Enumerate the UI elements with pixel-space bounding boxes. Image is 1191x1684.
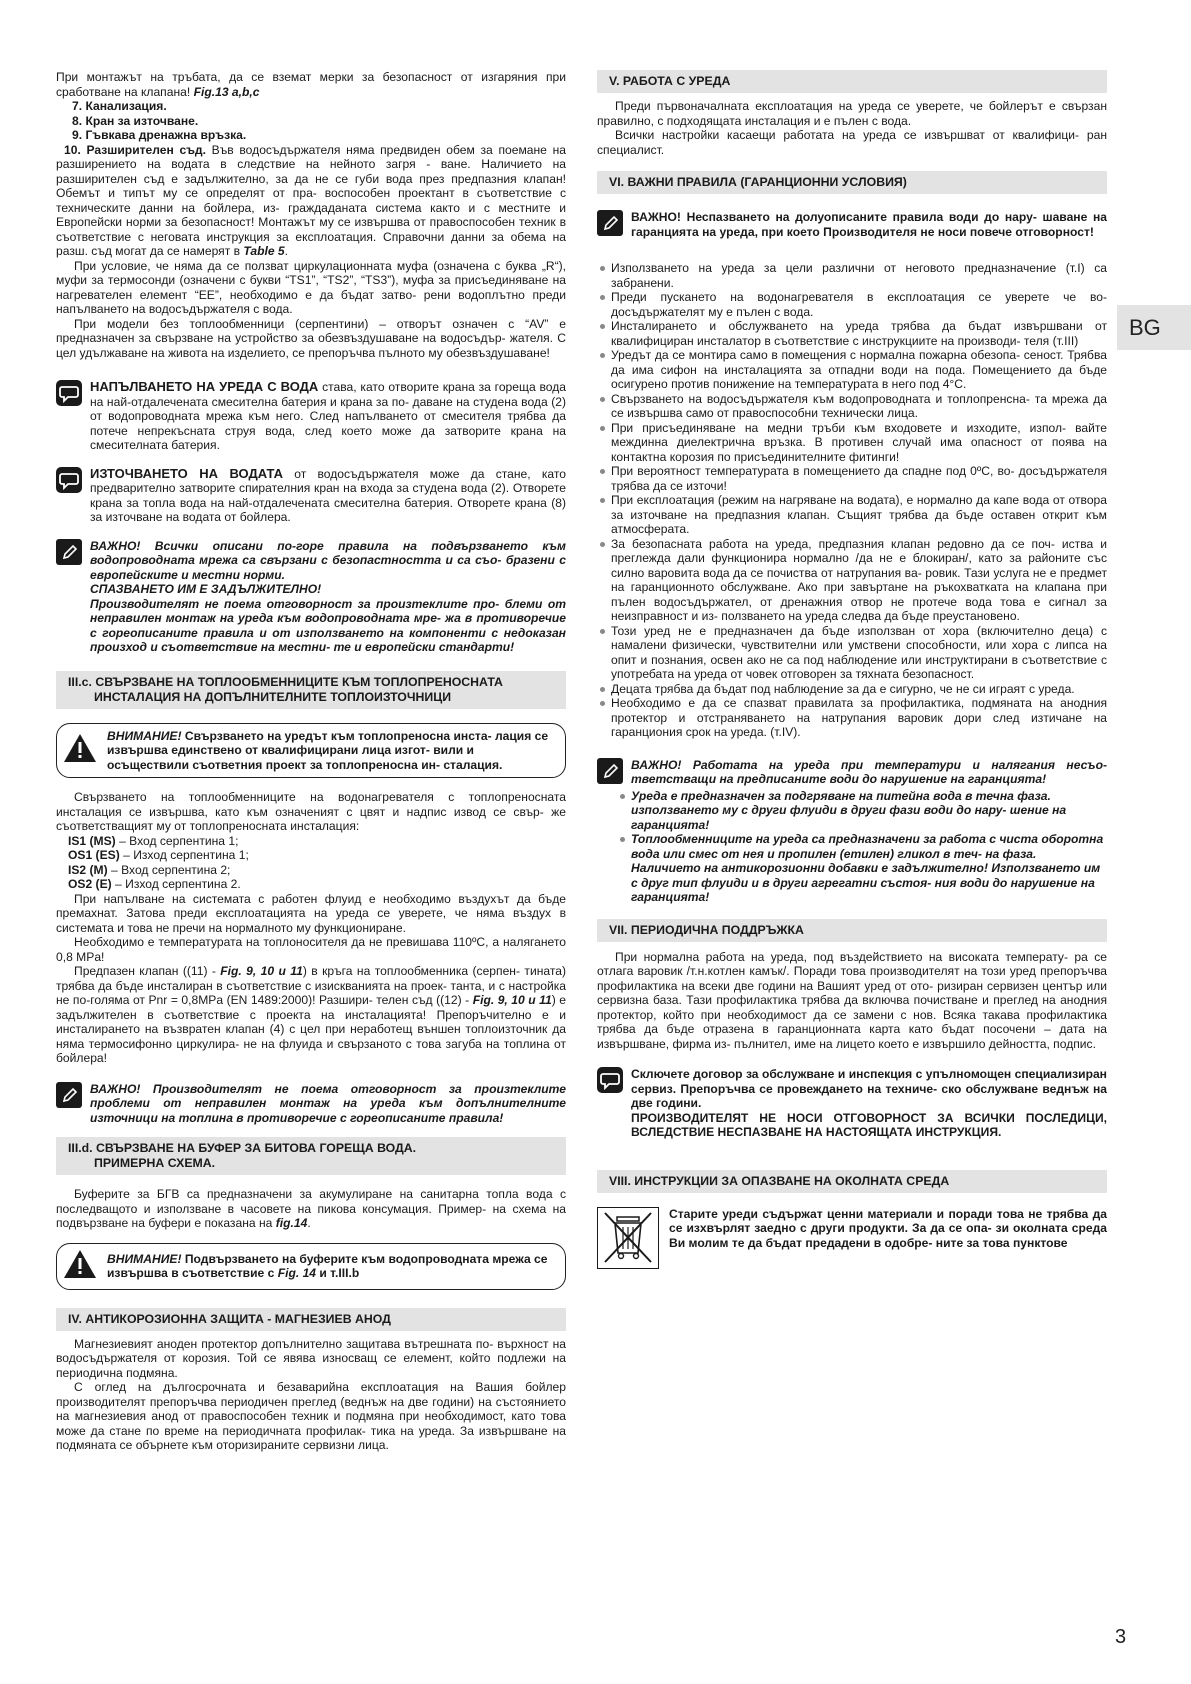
speech-bubble-icon [56, 380, 82, 411]
important-note-2 [56, 1082, 566, 1126]
para-anode-1: Магнезиевият аноден протектор допълнително защитава вътрешната по- върхност на водосъдържателя от корозия. Той се явява износващ се елемент, който подлежи на периодична подмяна. [56, 1336, 566, 1380]
para-valve: Предпазен клапан ((11) - Fig. 9, 10 и 11) в кръга на топлообменника (серпен- тината) трябва да бъде инсталиран в съответствие с изискванията на проек- танта, и с настройка не по-голяма от Pnr = 0,8MPa (EN 1489:2000)! Разшири- телен съд ((12) - Fig. 9, 10 и 11) е задължителен в съответствие с проекта на инсталацията! Препоръчително е и инсталирането на възвратен клапан (4) с цел при неработещ външен топлоизточник да няма термосифонно циркулира- не на флуида и свързаното с това загуба на топлина от бойлера! [56, 964, 566, 1065]
left-column [56, 70, 566, 1453]
section-3d-heading: III.d. СВЪРЗВАНЕ НА БУФЕР ЗА БИТОВА ГОРЕЩА ВОДА. ПРИМЕРНА СХЕМА. [56, 1137, 566, 1175]
crossed-bin-icon [597, 1207, 659, 1274]
rule-item: Свързването на водосъдържателя към водопроводната и топлопренсна- та мрежа да се извършва само от правоспособни технически лица. [597, 392, 1107, 421]
important-note-3 [597, 210, 1107, 241]
drain-note [56, 467, 566, 525]
section-8-heading: VIII. ИНСТРУКЦИИ ЗА ОПАЗВАНЕ НА ОКОЛНАТА СРЕДА [597, 1170, 1107, 1193]
rule-item: Използването на уреда за цели различни от неговото предназначение (т.I) са забранени. [597, 261, 1107, 290]
rule-item: Необходимо е да се спазват правилата за профилактика, подмяната на анодния протектор и отстраняването на натрупания варовик дори след изтичане на гаранциония срок на уреда. (т.IV). [597, 696, 1107, 740]
connection-list [56, 834, 566, 892]
important-2-text: ВАЖНО! Производителят не поема отговорност за произтеклите проблеми от неправилен монтаж на уреда към допълнителните източници на топлина в противоречие с гореописаните правила! [90, 1081, 566, 1125]
item-10: 10. Разширителен съд. Във водосъдържателя няма предвиден обем за поемане на разширението на водата в следствие на нейното загря - ване. Наличието на разширителен съд е задължително, за да не се губи вода през предпазния клапан! Обемът и типът му се определят от пра- воспособен проектант в съответствие с техническите данни на бойлера, из- граждаданата система както и с местните и Европейски норми за безопасност! Монтажът му се извършва от правоспособен техник в съответствие с неговата инструкция за експлоатация. Справочни данни за обема на разш. съд могат да се намерят в Table 5. [56, 142, 566, 258]
item-7: 7. Канализация. [72, 99, 167, 113]
fill-note-text: НАПЪЛВАНЕТО НА УРЕДА С ВОДА става, като отворите крана за гореща вода на най-отдалечената смесителна батерия и крана за по- даване на студена вода (2) от водопроводната мрежа към него. След напълването от смесителя трябва да потече непрекъсната струя вода, след което може да затворите крана на смесителната батерия. [90, 379, 566, 452]
environment-note [597, 1207, 1107, 1274]
rule-item: Инсталирането и обслужването на уреда трябва да бъдат извършвани от квалифициран инсталатор в съответствие с инструкциите на производи- теля (т.III) [597, 319, 1107, 348]
page-number: 3 [1115, 1626, 1127, 1648]
service-note-text: Сключете договор за обслужване и инспекция с упълномощен специализиран сервиз. Препоръчва се провеждането на техниче- ско обслужване веднъж на две години. [631, 1067, 1107, 1110]
rule-item: При експлоатация (режим на нагряване на водата), е нормално да капе вода от отвора за източване на предпазния клапан. Същият трябва да бъде оставен открит към атмосферата. [597, 493, 1107, 537]
important-1-caps: СПАЗВАНЕТО ИМ Е ЗАДЪЛЖИТЕЛНО! [90, 582, 322, 596]
para-connection: Свързването на топлообменниците на водонагревателя с топлопреносната инсталация се извършва, като към означеният с цвят и надпис извод се свър- же съответстващият му от топлопреносната инсталация: [56, 790, 566, 833]
para-buffer: Буферите за БГВ са предназначени за акумулиране на санитарна топла вода с последващото и използване в часовете на пикова консумация. Пример- на схема на подвързване на буфери е показана на fig.14. [56, 1187, 566, 1230]
speech-bubble-icon [597, 1067, 623, 1098]
section-5-heading: V. РАБОТА С УРЕДА [597, 70, 1107, 93]
warning-box-1: ВНИМАНИЕ! Свързването на уредът към топлопреносна инста- лация се извършва единствено от квалифицирани лица изгот- вили и осъществили съответния проект за топлопреносна ин- сталация. [56, 723, 566, 779]
pencil-icon [597, 210, 623, 241]
important-note-1 [56, 539, 566, 655]
rule-item: Уредът да се монтира само в помещения с нормална пожарна обезопа- сеност. Трябва да има сифон на инсталацията за отпадни води на пода. Помещението да бъде осигурено против понижение на температурата в него под 4°C. [597, 348, 1107, 392]
environment-text: Старите уреди съдържат ценни материали и поради това не трябва да се изхвърлят заедно с други продукти. За да се опа- зи околната среда Ви молим те да бъдат предадени в одобре- ните за това пунктове [669, 1206, 1107, 1250]
connection-item: IS2 (M) – Вход серпентина 2; [68, 862, 231, 877]
important-3-text: ВАЖНО! Неспазването на долуописаните правила води до нару- шаване на гаранцията на уреда, при което Производителя не носи повече отговорност! [631, 210, 1107, 239]
para-circulation: При условие, че няма да се ползват циркулационната муфа (означена с буква „R“), муфи за термосонди (означени с букви “TS1”, “TS2”, “TS3”), муфа за присъединяване на нагревателен елемент “EE”, необходимо е да бъдат затво- рени водоплътно преди напълването на водосъдържателя с вода. [56, 258, 566, 316]
intro-text: При монтажът на тръбата, да се вземат мерки за безопасност от изгаряния при сработване на клапана! Fig.13 a,b,c [56, 70, 566, 99]
connection-item: IS1 (MS) – Вход серпентина 1; [68, 833, 239, 848]
service-note [597, 1067, 1107, 1140]
speech-bubble-icon [56, 467, 82, 498]
warranty-rules-list [597, 261, 1107, 740]
language-tab: BG [1117, 305, 1191, 350]
para-maintenance: При нормална работа на уреда, под въздействието на високата температу- ра се отлага варовик /т.н.котлен камък/. Поради това производителят на този уред препоръчва профилактика на всеки две години на Вашият уред от ото- ризиран сервизен център или сервизна база. Тази профилактика трябва да включва почистване и преглед на анодния протектор, който при необходимост да се замени с нов. Всяка такава профилактика трябва да бъде отразена в гаранционната карта като бъдат посочени – дата на извършване, фирма из- пълнител, име на лицето което е извършило дейността, подпис. [597, 949, 1107, 1051]
para-anode-2: С оглед на дългосрочната и безаварийна експлоатация на Вашия бойлер производителят препоръчва периодичен преглед (веднъж на две години) на състоянието на магнезиевия анод от правоспособен техник и подмяна при необходимост, като това може да стане по време на периодичната профилак- тика на уреда. За извършване на подмяната се обърнете към оторизираните сервизни лица. [56, 1380, 566, 1452]
rule-item: Децата трябва да бъдат под наблюдение за да е сигурно, че не си играят с уреда. [597, 682, 1107, 697]
connection-item: OS1 (ES) – Изход серпентина 1; [68, 848, 249, 862]
warning-box-2: ВНИМАНИЕ! Подвързването на буферите към водопроводната мрежа се извършва в съответствие с Fig. 14 и т.III.b [56, 1243, 566, 1290]
service-note-caps: ПРОИЗВОДИТЕЛЯТ НЕ НОСИ ОТГОВОРНОСТ ЗА ВСИЧКИ ПОСЛЕДИЦИ, ВСЛЕДСТВИЕ НЕСПАЗВАНЕ НА НАСТОЯЩАТА ИНСТРУКЦИЯ. [631, 1110, 1107, 1139]
section-4-heading: IV. АНТИКОРОЗИОННА ЗАЩИТА - МАГНЕЗИЕВ АНОД [56, 1308, 566, 1331]
item-8: 8. Кран за източване. [72, 113, 199, 128]
para-operation-1: Преди първоначалната експлоатация на уреда се уверете, че бойлерът е свързан правилно, с подходящата инсталация и е пълен с вода. [597, 99, 1107, 128]
rule-item: Преди пускането на водонагревателя в експлоатация се уверете че во- досъдържателят му е пълен с вода. [597, 290, 1107, 319]
para-temperature: Необходимо е температурата на топлоносителя да не превишава 110ºC, а налягането 0,8 MPa! [56, 935, 566, 964]
para-operation-2: Всички настройки касаещи работата на уреда се извършват от квалифици- ран специалист. [597, 128, 1107, 157]
warning-icon [63, 1249, 97, 1284]
section-6-heading: VI. ВАЖНИ ПРАВИЛА (ГАРАНЦИОННИ УСЛОВИЯ) [597, 171, 1107, 194]
important-1-text: ВАЖНО! Всички описани по-горе правила на подвързването към водопроводната мрежа са свързани с безопастността и са съо- бразени с европейските и местни норми. [90, 538, 566, 582]
pencil-icon [56, 1082, 82, 1113]
para-av: При модели без топлообменници (серпентини) – отворът означен с “AV” е предназначен за свързване на устройство за обезвъздушаване на водосъдър- жателя. С цел удължаване на живота на изделието, се препоръчва пълното му обезвъздушаване! [56, 316, 566, 360]
drain-note-text: ИЗТОЧВАНЕТО НА ВОДАТА от водосъдържателя може да стане, като предварително затворите спирателния кран на входа за студена вода (2). Отворете крана за топла вода на най-отдалечената смесителна батерия. Отворете крана (8) за източване на водата от бойлера. [90, 465, 566, 524]
pencil-icon [56, 539, 82, 570]
fill-note [56, 380, 566, 453]
important-1-liability: Производителят не поема отговорност за произтеклите про- блеми от неправилен монтаж на уреда към водопроводната мре- жа в противоречие с гореописаните правила и от използването на компоненти с недоказан произход и съответствие на местни- те и европейски стандарти! [90, 596, 566, 654]
rule-item: При присъединяване на медни тръби към входовете и изходите, изпол- вайте междинна диелектрична връзка. В противен случай има опасност от поява на контактна корозия по присъединителните фитинги! [597, 421, 1107, 465]
rule-item: За безопасната работа на уреда, предпазния клапан редовно да се поч- иства и преглежда дали функционира нормално /да не е блокиран/, като за районите със силно варовита вода да се почиства от натрупания ва- ровик. Тази услуга не е предмет на гаранционното обслужване. Ако при завъртане на ръкохватката на клапана при пълен водосъдържател, от дренажния отвор не протече вода това е сигнал за неизправност и из- ползването на уреда следва да бъде преустановено. [597, 537, 1107, 624]
warning-icon [63, 733, 97, 768]
pencil-icon [597, 758, 623, 789]
important-4-text: ВАЖНО! Работата на уреда при температури и налягания несъо- тветстващи на предписаните води до нарушение на гаранцията! [631, 757, 1107, 786]
connection-item: OS2 (E) – Изход серпентина 2. [68, 877, 241, 891]
important-4-list [597, 789, 1107, 905]
item-9: 9. Гъвкава дренажна връзка. [72, 128, 247, 142]
right-column [597, 70, 1107, 1274]
important-note-4 [597, 758, 1107, 789]
para-fluid: При напълване на системата с работен флуид е необходимо въздухът да бъде премахнат. Затова преди експлоатацията на уреда се уверете, че няма въздух в системата и това не пречи на нормалното му функциониране. [56, 891, 566, 935]
rule-item: При вероятност температурата в помещението да спадне под 0ºC, во- досъдържателя трябва да се източи! [597, 464, 1107, 493]
rule-item: Този уред не е предназначен да бъде използван от хора (включително деца) с намалени физически, чувствителни или умствени способности, или хора с липса на опит и познания, освен ако не са под наблюдение или инструктирани в съответствие с употребата на уреда от човек отговорен за тяхната безопасност. [597, 624, 1107, 682]
section-7-heading: VII. ПЕРИОДИЧНА ПОДДРЪЖКА [597, 919, 1107, 942]
important-4-item: Уреда е предназначен за подгряване на питейна вода в течна фаза. използването му с други флуиди в други фази води до нару- шение на гаранцията! [619, 789, 1107, 833]
section-3c-heading: III.c. СВЪРЗВАНЕ НА ТОПЛООБМЕННИЦИТЕ КЪМ ТОПЛОПРЕНОСНАТА ИНСТАЛАЦИЯ НА ДОПЪЛНИТЕЛНИТЕ ТОПЛОИЗТОЧНИЦИ [56, 671, 566, 709]
important-4-item: Топлообменниците на уреда са предназначени за работа с чиста оборотна вода или смес от нея и пропилен (етилен) гликол в теч- на фаза. Наличието на антикорозионни добавки е задължително! Използването им с друг тип флуиди и в други агрегатни състоя- ния води до нарушение на гаранцията! [619, 832, 1107, 905]
